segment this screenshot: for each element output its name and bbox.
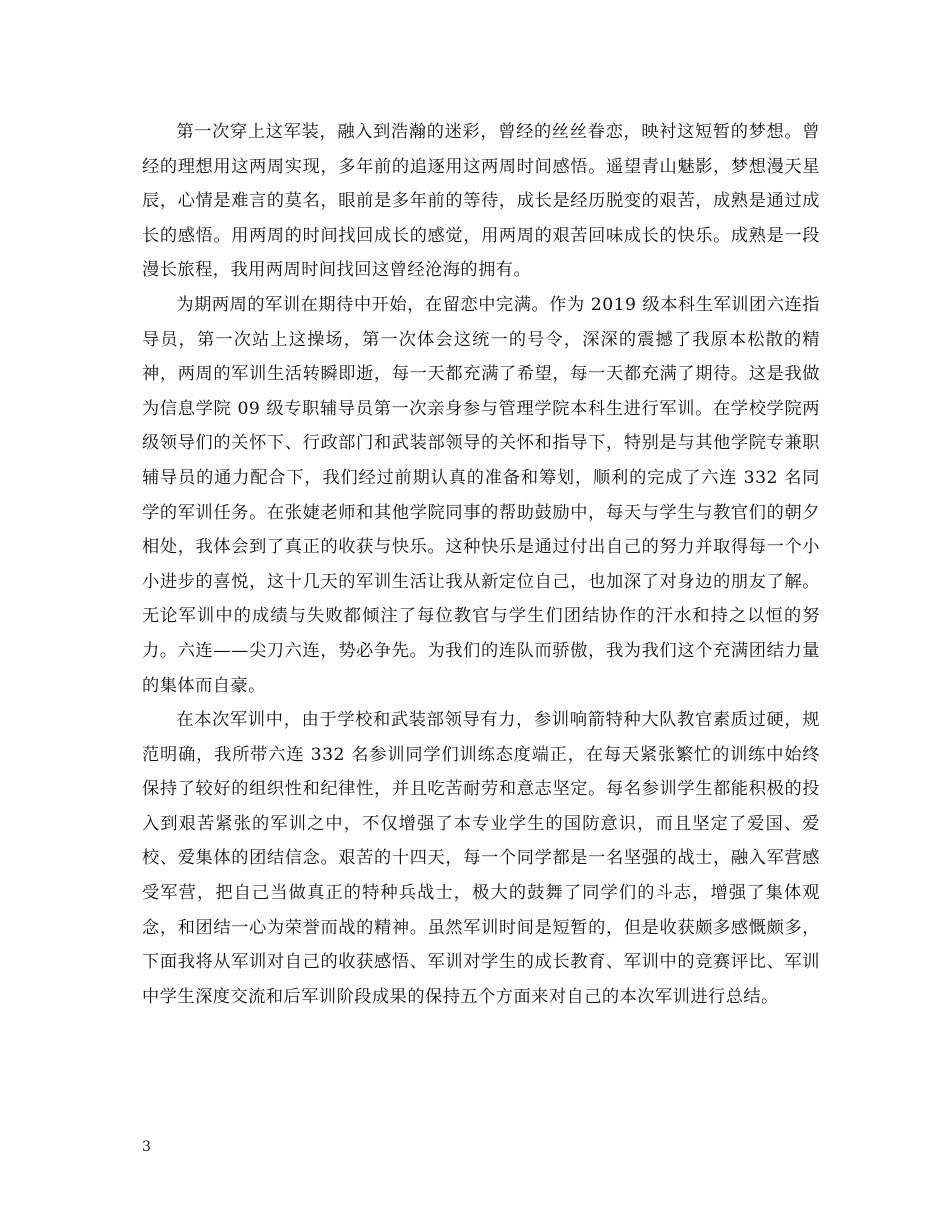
paragraph-3: 在本次军训中，由于学校和武装部领导有力，参训响箭特种大队教官素质过硬，规范明确，我所带六连 332 名参训同学们训练态度端正，在每天紧张繁忙的训练中始终保持了较好的组织性和纪律性，并且吃苦耐劳和意志坚定。每名参训学生都能积极的投入到艰苦紧张的军训之中，不仅增强了本专业学生的国防意识，而且坚定了爱国、爱校、爱集体的团结信念。艰苦的十四天，每一个同学都是一名坚强的战士，融入军营感受军营，把自己当做真正的特种兵战士，极大的鼓舞了同学们的斗志，增强了集体观念，和团结一心为荣誉而战的精神。虽然军训时间是短暂的，但是收获颇多感慨颇多，下面我将从军训对自己的收获感悟、军训对学生的成长教育、军训中的竞赛评比、军训中学生深度交流和后军训阶段成果的保持五个方面来对自己的本次军训进行总结。	[142, 710, 820, 1007]
page-number: 3	[142, 1139, 151, 1155]
paragraph-1: 第一次穿上这军装，融入到浩瀚的迷彩，曾经的丝丝眷恋，映衬这短暂的梦想。曾经的理想用这两周实现，多年前的追逐用这两周时间感悟。遥望青山魅影，梦想漫天星辰，心情是难言的莫名，眼前是多年前的等待，成长是经历脱变的艰苦，成熟是通过成长的感悟。用两周的时间找回成长的感觉，用两周的艰苦回味成长的快乐。成熟是一段漫长旅程，我用两周时间找回这曾经沧海的拥有。	[142, 122, 820, 281]
document-body	[142, 115, 820, 1014]
paragraph-2: 为期两周的军训在期待中开始，在留恋中完满。作为 2019 级本科生军训团六连指导员，第一次站上这操场，第一次体会这统一的号令，深深的震撼了我原本松散的精神，两周的军训生活转瞬即逝，每一天都充满了希望，每一天都充满了期待。这是我做为信息学院 09 级专职辅导员第一次亲身参与管理学院本科生进行军训。在学校学院两级领导们的关怀下、行政部门和武装部领导的关怀和指导下，特别是与其他学院专兼职辅导员的通力配合下，我们经过前期认真的准备和筹划，顺利的完成了六连 332 名同学的军训任务。在张婕老师和其他学院同事的帮助鼓励中，每天与学生与教官们的朝夕相处，我体会到了真正的收获与快乐。这种快乐是通过付出自己的努力并取得每一个小小进步的喜悦，这十几天的军训生活让我从新定位自己，也加深了对身边的朋友了解。无论军训中的成绩与失败都倾注了每位教官与学生们团结协作的汗水和持之以恒的努力。六连——尖刀六连，势必争先。为我们的连队而骄傲，我为我们这个充满团结力量的集体而自豪。	[142, 294, 820, 696]
